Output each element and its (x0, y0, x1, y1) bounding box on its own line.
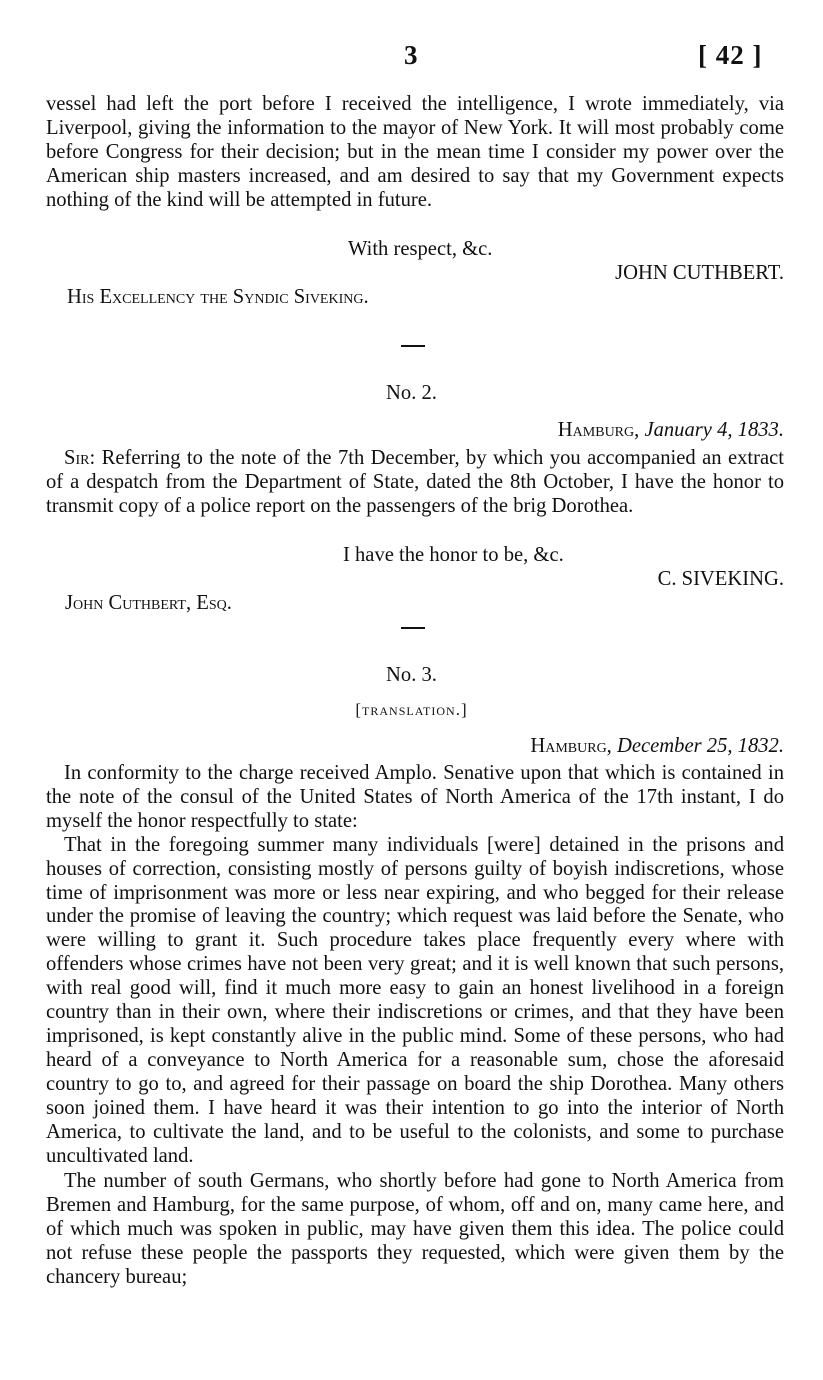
letter2-place: Hamburg, (557, 419, 640, 441)
section-divider (401, 627, 425, 629)
letter3-paragraph-1: In conformity to the charge received Amplo. Senative upon that which is contained in the note of the consul of the United States of North America of the 17th instant, I do myself the honor respectfully to state: (46, 762, 784, 832)
letter1-signature: JOHN CUTHBERT. (615, 262, 784, 284)
translation-note-text: [translation.] (355, 700, 468, 719)
letter3-number: No. 3. (386, 664, 437, 686)
letter2-closing: I have the honor to be, &c. (343, 544, 564, 566)
letter3-dateline (530, 734, 784, 758)
section-divider (401, 345, 425, 347)
letter2-salutation: Sir: (64, 447, 96, 469)
letter2-signature: C. SIVEKING. (657, 568, 784, 590)
letter2-addressee (65, 591, 232, 615)
document-number: [ 42 ] (698, 40, 763, 70)
letter3-date: December 25, 1832. (617, 735, 784, 757)
letter2-body-block (46, 447, 784, 519)
letter2-body: Referring to the note of the 7th December, by which you accompanied an extract of a despatch from the Department of State, dated the 8th October, I have the honor to transmit copy of a police report on the passengers of the brig Dorothea. (46, 447, 784, 517)
letter3-paragraph-2: That in the foregoing summer many individuals [were] detained in the prisons and houses of correction, consisting mostly of persons guilty of boyish indiscretions, whose time of imprisonment was more or less near expiring, and who begged for their release under the promise of leaving the country; which request was laid before the Senate, who were willing to grant it. Such procedure takes place frequently every where with offenders whose crimes have not been very great; and it is well known that such persons, with real good will, find it much more easy to gain an honest livelihood in a foreign country than in their own, where their indiscretions or crimes, and that they have been imprisoned, is kept constantly alive in the public mind. Some of these persons, who had heard of a conveyance to North America for a reasonable sum, chose the aforesaid country to go to, and agreed for their passage on board the ship Dorothea. Many others soon joined them. I have heard it was their intention to go into the interior of North America, to cultivate the land, and to be useful to the colonists, and some to purchase uncultivated land. (46, 833, 784, 1167)
letter3-body-block (46, 762, 784, 1290)
letter2-body-paragraph (46, 447, 784, 519)
translation-note (0, 698, 823, 722)
page-number: 3 (404, 40, 418, 70)
letter3-paragraph-3: The number of south Germans, who shortly before had gone to North America from Bremen and Hamburg, for the same purpose, of whom, off and on, many came here, and of which much was spoken in public, may have given them this idea. The police could not refuse these people the passports they requested, which were given them by the chancery bureau; (46, 1170, 784, 1289)
letter2-date: January 4, 1833. (644, 419, 784, 441)
letter2-addressee-text: John Cuthbert, Esq. (65, 592, 232, 614)
letter1-addressee (67, 285, 369, 309)
letter2-number: No. 2. (386, 382, 437, 404)
letter1-closing: With respect, &c. (348, 238, 493, 260)
letter1-body: vessel had left the port before I received the intelligence, I wrote immediately, via Liverpool, giving the information to the mayor of New York. It will most probably come before Congress for their decision; but in the mean time I consider my power over the American ship masters increased, and am desired to say that my Government expects nothing of the kind will be attempted in future. (46, 93, 784, 211)
letter1-body-block (46, 93, 784, 213)
letter1-addressee-text: His Excellency the Syndic Siveking. (67, 286, 369, 308)
letter3-place: Hamburg, (530, 735, 612, 757)
letter2-dateline (558, 418, 784, 442)
